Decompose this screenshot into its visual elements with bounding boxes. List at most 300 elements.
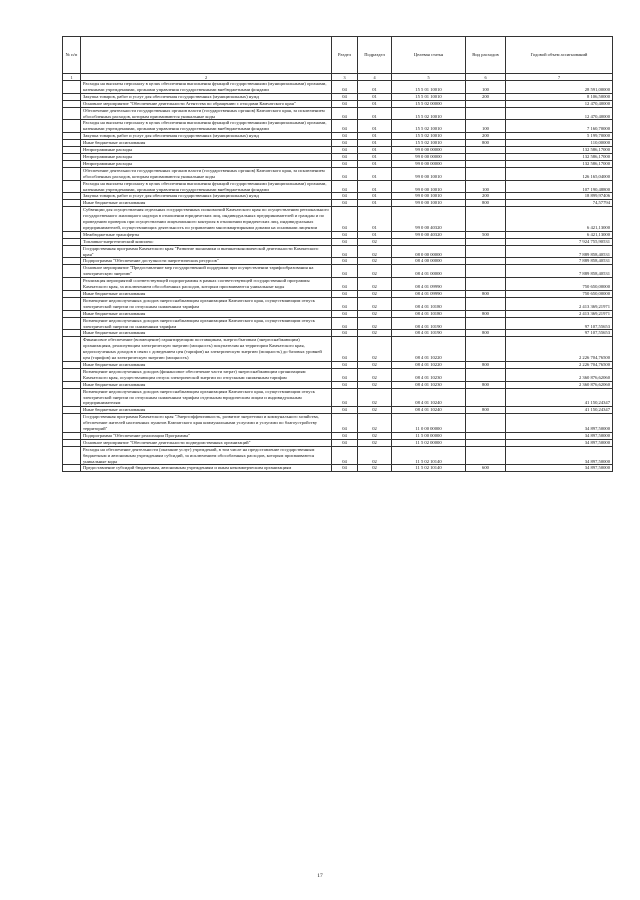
table-row [63,133,613,140]
table-row [63,414,613,433]
cell-razdel: 04 [332,265,358,278]
table-row [63,381,613,388]
cell-total: 2 413 369,21971 [506,297,613,310]
cell-expense-type [466,414,506,433]
cell-target-article: 08 4 01 09990 [392,291,466,298]
cell-name: Топливно-энергетический комплекс [81,238,332,245]
cell-num [63,153,81,160]
cell-razdel: 04 [332,160,358,167]
cell-expense-type: 800 [466,381,506,388]
cell-razdel: 04 [332,258,358,265]
table-header-row [63,37,613,74]
cell-total: 34 897,50000 [506,432,613,439]
cell-target-article: 08 4 01 10190 [392,330,466,337]
cell-num [63,368,81,381]
table-row [63,388,613,407]
header-razdel: Раздел [332,37,358,74]
cell-name: Иные бюджетные ассигнования [81,291,332,298]
cell-total: 97 107,55653 [506,330,613,337]
cell-target-article: 99 0 00 10010 [392,193,466,200]
cell-name: Обеспечение деятельности государственных органов власти (государственных органов) Камчатского края, за исключением обособленных расходов, которым присваиваются уникальные коды [81,167,332,180]
cell-name: Непрограммные расходы [81,153,332,160]
document-page [62,36,612,472]
cell-expense-type: 100 [466,81,506,94]
table-row [63,107,613,120]
cell-num [63,297,81,310]
cell-total: 2 360 876,62060 [506,381,613,388]
header-name [81,37,332,74]
cell-razdel: 04 [332,231,358,238]
cell-target-article [392,238,466,245]
table-row [63,147,613,154]
cell-total: 8 106,50000 [506,93,613,100]
cell-podrazdel: 01 [358,107,392,120]
cell-name: Иные бюджетные ассигнования [81,361,332,368]
cell-total: 7 889 858,40531 [506,245,613,258]
cell-expense-type [466,446,506,465]
cell-expense-type [466,439,506,446]
cell-num [63,231,81,238]
cell-razdel: 04 [332,207,358,232]
cell-name: Иные бюджетные ассигнования [81,407,332,414]
cell-podrazdel: 01 [358,133,392,140]
cell-target-article: 99 0 00 00000 [392,153,466,160]
cell-total: 12 470,40000 [506,100,613,107]
cell-total: 12 470,40000 [506,107,613,120]
cell-expense-type: 800 [466,310,506,317]
cell-name: Расходы на выплаты персоналу в целях обеспечения выполнения функций государственными (муниципальными) органами, казенными учреждениями, органами управления государственными внебюджетными фондами [81,180,332,193]
cell-name: Закупка товаров, работ и услуг для обеспечения государственных (муниципальных) нужд [81,93,332,100]
cell-razdel: 04 [332,180,358,193]
cell-num [63,100,81,107]
cell-num [63,330,81,337]
table-row [63,361,613,368]
cell-razdel: 04 [332,388,358,407]
table-row [63,207,613,232]
cell-num [63,388,81,407]
cell-razdel: 04 [332,297,358,310]
cell-expense-type: 800 [466,330,506,337]
cell-podrazdel: 01 [358,160,392,167]
cell-name: Возмещение недополученных доходов энергоснабжающим организациям Камчатского края, осуществляющим отпуск электрической энергии по сниженным тарифам [81,317,332,330]
header-target-article: Целевая статья [392,37,466,74]
cell-total: 110,00000 [506,140,613,147]
budget-table [62,36,613,472]
table-row [63,330,613,337]
cell-name: Подпрограмма "Обеспечение реализации Программы" [81,432,332,439]
cell-target-article: 99 0 00 00000 [392,160,466,167]
cell-num [63,207,81,232]
cell-razdel: 04 [332,193,358,200]
cell-podrazdel: 01 [358,153,392,160]
cell-target-article: 11 5 02 10140 [392,465,466,472]
cell-total: 5 199,70000 [506,133,613,140]
table-row [63,160,613,167]
cell-num [63,200,81,207]
cell-podrazdel: 02 [358,446,392,465]
cell-expense-type: 200 [466,193,506,200]
cell-podrazdel: 01 [358,120,392,133]
cell-num [63,245,81,258]
cell-podrazdel: 02 [358,258,392,265]
cell-razdel: 04 [332,81,358,94]
cell-razdel: 04 [332,153,358,160]
cell-total: 34 897,50000 [506,414,613,433]
cell-num [63,160,81,167]
cell-razdel: 04 [332,291,358,298]
cell-razdel: 04 [332,368,358,381]
cell-target-article: 99 0 00 10010 [392,200,466,207]
cell-razdel: 04 [332,120,358,133]
cell-podrazdel: 02 [358,388,392,407]
cell-name: Реализация мероприятий соответствующей подпрограммы в рамках соответствующей государственной программы Камчатского края, за исключением обособленных расходов, которым присваиваются уникальные коды [81,278,332,291]
table-row [63,200,613,207]
cell-num [63,465,81,472]
cell-name: Основное мероприятие "Предоставление мер государственной поддержки при осуществлении тарифообразования на электрическую энергию" [81,265,332,278]
cell-num [63,291,81,298]
cell-podrazdel: 01 [358,147,392,154]
cell-razdel: 04 [332,439,358,446]
cell-expense-type: 500 [466,231,506,238]
table-row [63,258,613,265]
column-index: 4 [358,74,392,81]
cell-podrazdel: 02 [358,368,392,381]
cell-expense-type [466,265,506,278]
column-index: 5 [392,74,466,81]
cell-total: 132 586,17000 [506,160,613,167]
cell-razdel: 04 [332,245,358,258]
cell-name: Возмещение недополученных доходов энергоснабжающим организациям Камчатского края, осуществляющим отпуск электрической энергии по отпускным сниженным тарифам [81,297,332,310]
cell-target-article: 08 4 01 10240 [392,407,466,414]
cell-expense-type [466,238,506,245]
cell-total: 34 897,50000 [506,446,613,465]
cell-podrazdel: 01 [358,93,392,100]
cell-target-article: 08 4 01 10180 [392,310,466,317]
page-number: 17 [317,873,323,879]
cell-podrazdel: 02 [358,265,392,278]
cell-target-article: 99 0 00 40320 [392,207,466,232]
cell-target-article: 15 5 01 10010 [392,93,466,100]
cell-expense-type: 800 [466,407,506,414]
cell-total: 28 591,00000 [506,81,613,94]
cell-total: 2 226 704,76500 [506,361,613,368]
cell-total: 750 650,00000 [506,291,613,298]
cell-num [63,317,81,330]
cell-num [63,439,81,446]
cell-expense-type [466,147,506,154]
table-row [63,180,613,193]
cell-total: 34 897,50000 [506,465,613,472]
cell-total: 34 897,50000 [506,439,613,446]
cell-target-article: 08 4 01 00000 [392,265,466,278]
header-num: № п/п [63,37,81,74]
cell-name: Расходы на выплаты персоналу в целях обеспечения выполнения функций государственными (муниципальными) органами, казенными учреждениями, органами управления государственными внебюджетными фондами [81,81,332,94]
cell-name: Расходы на обеспечение деятельности (оказание услуг) учреждений, в том числе на предоставление государственным бюджетным и автономным учреждениям субсидий, за исключением обособленных расходов, которым присваиваются уникальные коды [81,446,332,465]
cell-razdel: 04 [332,200,358,207]
cell-target-article: 99 0 00 10010 [392,167,466,180]
table-row [63,297,613,310]
cell-total: 107 190,48800 [506,180,613,193]
column-index: 1 [63,74,81,81]
cell-target-article: 08 0 00 00000 [392,245,466,258]
cell-name: Закупка товаров, работ и услуг для обеспечения государственных (муниципальных) нужд [81,133,332,140]
cell-podrazdel: 02 [358,465,392,472]
cell-expense-type: 600 [466,465,506,472]
cell-target-article: 08 4 01 09990 [392,278,466,291]
cell-num [63,414,81,433]
cell-total: 7 889 858,40531 [506,265,613,278]
cell-total: 132 586,17000 [506,153,613,160]
cell-expense-type [466,167,506,180]
table-row [63,193,613,200]
cell-expense-type [466,368,506,381]
cell-podrazdel: 02 [358,245,392,258]
cell-target-article: 11 0 00 00000 [392,414,466,433]
cell-podrazdel: 02 [358,317,392,330]
cell-total: 2 413 369,21971 [506,310,613,317]
header-expense-type: Вид расходов [466,37,506,74]
cell-name: Основное мероприятие "Обеспечение деятельности подведомственных организаций" [81,439,332,446]
cell-total: 750 650,00000 [506,278,613,291]
table-row [63,291,613,298]
cell-name: Обеспечение деятельности государственных органов власти (государственных органов) Камчатского края, за исключением обособленных расходов, которым присваиваются уникальные коды [81,107,332,120]
cell-expense-type [466,107,506,120]
table-row [63,140,613,147]
table-row [63,100,613,107]
cell-name: Возмещение недополученных доходов энергоснабжающим организациям Камчатского края, осуществляющим отпуск электрической энергии по отпускным сниженным тарифам отдельным юридическим лицам и индивидуальным предпринимателям [81,388,332,407]
table-row [63,446,613,465]
cell-num [63,432,81,439]
cell-razdel: 04 [332,133,358,140]
cell-expense-type [466,388,506,407]
cell-target-article: 08 4 01 10190 [392,317,466,330]
cell-num [63,193,81,200]
cell-total: 18 899,97406 [506,193,613,200]
cell-expense-type [466,207,506,232]
cell-name: Межбюджетные трансферты [81,231,332,238]
cell-podrazdel: 02 [358,432,392,439]
cell-total: 7 924 755,90531 [506,238,613,245]
cell-target-article: 08 4 01 10230 [392,381,466,388]
cell-num [63,258,81,265]
cell-name: Иные бюджетные ассигнования [81,310,332,317]
table-row [63,120,613,133]
header-total: Годовой объем ассигнований [506,37,613,74]
cell-podrazdel: 01 [358,100,392,107]
cell-razdel: 04 [332,330,358,337]
cell-num [63,265,81,278]
cell-name: Возмещение недополученных доходов (финансовое обеспечение части затрат) энергоснабжающим организациям Камчатского края, осуществляющим отпуск электрической энергии по отпускным сниженным тарифам [81,368,332,381]
cell-num [63,107,81,120]
cell-expense-type: 800 [466,291,506,298]
cell-name: Иные бюджетные ассигнования [81,140,332,147]
cell-total: 126 165,04000 [506,167,613,180]
cell-target-article: 15 5 02 10010 [392,133,466,140]
cell-podrazdel: 01 [358,231,392,238]
cell-target-article: 15 5 02 10010 [392,107,466,120]
cell-target-article: 15 5 02 10010 [392,140,466,147]
cell-razdel: 04 [332,465,358,472]
cell-podrazdel: 01 [358,140,392,147]
cell-podrazdel: 01 [358,200,392,207]
cell-target-article: 11 5 00 00000 [392,432,466,439]
cell-target-article: 15 5 02 00000 [392,100,466,107]
header-podrazdel: Подраздел [358,37,392,74]
cell-num [63,361,81,368]
cell-razdel: 04 [332,100,358,107]
cell-num [63,180,81,193]
cell-name: Непрограммные расходы [81,160,332,167]
cell-expense-type: 800 [466,140,506,147]
cell-total: 7 160,70000 [506,120,613,133]
cell-target-article: 15 5 01 10010 [392,81,466,94]
cell-razdel: 04 [332,167,358,180]
cell-target-article: 11 5 02 10140 [392,446,466,465]
cell-num [63,446,81,465]
cell-name: Предоставление субсидий бюджетным, автономным учреждениям и иным некоммерческим организациям [81,465,332,472]
cell-podrazdel: 02 [358,407,392,414]
cell-expense-type [466,297,506,310]
cell-expense-type [466,317,506,330]
table-row [63,368,613,381]
cell-expense-type [466,245,506,258]
cell-expense-type [466,337,506,362]
cell-podrazdel: 02 [358,238,392,245]
cell-expense-type: 100 [466,180,506,193]
table-row [63,317,613,330]
cell-name: Расходы на выплаты персоналу в целях обеспечения выполнения функций государственными (муниципальными) органами, казенными учреждениями, органами управления государственными внебюджетными фондами [81,120,332,133]
cell-razdel: 04 [332,107,358,120]
cell-expense-type [466,100,506,107]
cell-total: 2 360 876,62060 [506,368,613,381]
cell-name: Иные бюджетные ассигнования [81,381,332,388]
cell-razdel: 04 [332,238,358,245]
cell-razdel: 04 [332,414,358,433]
cell-podrazdel: 01 [358,207,392,232]
table-row [63,465,613,472]
cell-total: 2 226 704,76500 [506,337,613,362]
column-index: 3 [332,74,358,81]
cell-podrazdel: 02 [358,361,392,368]
cell-expense-type [466,258,506,265]
cell-razdel: 04 [332,446,358,465]
cell-razdel: 04 [332,407,358,414]
cell-total: 132 586,17000 [506,147,613,154]
cell-name: Основное мероприятие "Обеспечение деятельности Агентства по обращению с отходами Камчатского края" [81,100,332,107]
cell-target-article: 99 0 00 10010 [392,180,466,193]
column-index: 2 [81,74,332,81]
table-row [63,153,613,160]
table-row [63,310,613,317]
table-row [63,265,613,278]
cell-expense-type: 200 [466,133,506,140]
cell-name: Непрограммные расходы [81,147,332,154]
cell-target-article: 08 4 00 00000 [392,258,466,265]
cell-name: Иные бюджетные ассигнования [81,200,332,207]
cell-podrazdel: 02 [358,439,392,446]
cell-podrazdel: 02 [358,381,392,388]
cell-podrazdel: 02 [358,330,392,337]
cell-target-article: 99 0 00 40320 [392,231,466,238]
cell-podrazdel: 02 [358,310,392,317]
cell-num [63,381,81,388]
cell-razdel: 04 [332,147,358,154]
cell-razdel: 04 [332,381,358,388]
cell-name: Государственная программа Камчатского края "Энергоэффективность, развитие энергетики и коммунального хозяйства, обеспечение жителей населенных пунктов Камчатского края коммунальными услугами и услугами по благоустройству территорий" [81,414,332,433]
cell-total: 6 421,13000 [506,231,613,238]
cell-expense-type: 800 [466,361,506,368]
column-index-row [63,74,613,81]
table-row [63,407,613,414]
cell-target-article: 99 0 00 00000 [392,147,466,154]
cell-razdel: 04 [332,337,358,362]
table-row [63,337,613,362]
cell-razdel: 04 [332,432,358,439]
cell-razdel: 04 [332,361,358,368]
cell-target-article: 08 4 01 10230 [392,368,466,381]
cell-num [63,81,81,94]
cell-razdel: 04 [332,140,358,147]
cell-name: Государственная программа Камчатского края "Развитие экономики и внешнеэкономической деятельности Камчатского края" [81,245,332,258]
cell-razdel: 04 [332,317,358,330]
cell-target-article: 08 4 01 10180 [392,297,466,310]
cell-razdel: 04 [332,278,358,291]
cell-podrazdel: 02 [358,278,392,291]
cell-name: Субвенции для осуществления отдельных государственных полномочий Камчатского края по осуществлению регионального государственного жилищного надзора в отношении юридических лиц, индивидуальных предпринимателей и граждан и по проведению проверок при осуществлении лицензионного контроля в отношении юридических лиц, индивидуальных предпринимателей, осуществляющих деятельность по управлению многоквартирными домами на основании лицензии [81,207,332,232]
cell-razdel: 04 [332,93,358,100]
table-row [63,167,613,180]
cell-razdel: 04 [332,310,358,317]
cell-podrazdel: 02 [358,337,392,362]
cell-total: 97 107,55653 [506,317,613,330]
cell-target-article: 11 5 02 00000 [392,439,466,446]
cell-total: 7 889 858,40531 [506,258,613,265]
table-row [63,439,613,446]
cell-num [63,407,81,414]
cell-target-article: 08 4 01 10220 [392,337,466,362]
cell-num [63,140,81,147]
table-row [63,93,613,100]
cell-expense-type [466,278,506,291]
cell-expense-type: 100 [466,120,506,133]
column-index: 6 [466,74,506,81]
cell-podrazdel: 02 [358,414,392,433]
cell-total: 74,57794 [506,200,613,207]
cell-expense-type [466,160,506,167]
cell-name: Финансовое обеспечение (возмещение) гарантирующим поставщикам, энергосбытовым (энергоснабжающим) организациям, реализующим электрическую энергию (мощность) покупателям на территории Камчатского края, недополученных доходов в связи с доведением цен (тарифов) на электрическую энергию (мощность) до базовых уровней цен (тарифов) на электрическую энергию (мощность) [81,337,332,362]
table-row [63,81,613,94]
cell-total: 41 150,24347 [506,407,613,414]
cell-expense-type [466,432,506,439]
cell-podrazdel: 01 [358,167,392,180]
cell-num [63,167,81,180]
cell-num [63,120,81,133]
cell-num [63,238,81,245]
cell-expense-type: 800 [466,200,506,207]
cell-target-article: 08 4 01 10220 [392,361,466,368]
cell-target-article: 15 5 02 10010 [392,120,466,133]
table-body [63,81,613,472]
cell-num [63,278,81,291]
table-row [63,278,613,291]
column-index: 7 [506,74,613,81]
cell-podrazdel: 02 [358,297,392,310]
cell-name: Подпрограмма "Обеспечение доступности энергетических ресурсов" [81,258,332,265]
table-row [63,245,613,258]
table-row [63,238,613,245]
cell-name: Закупка товаров, работ и услуг для обеспечения государственных (муниципальных) нужд [81,193,332,200]
cell-expense-type [466,153,506,160]
